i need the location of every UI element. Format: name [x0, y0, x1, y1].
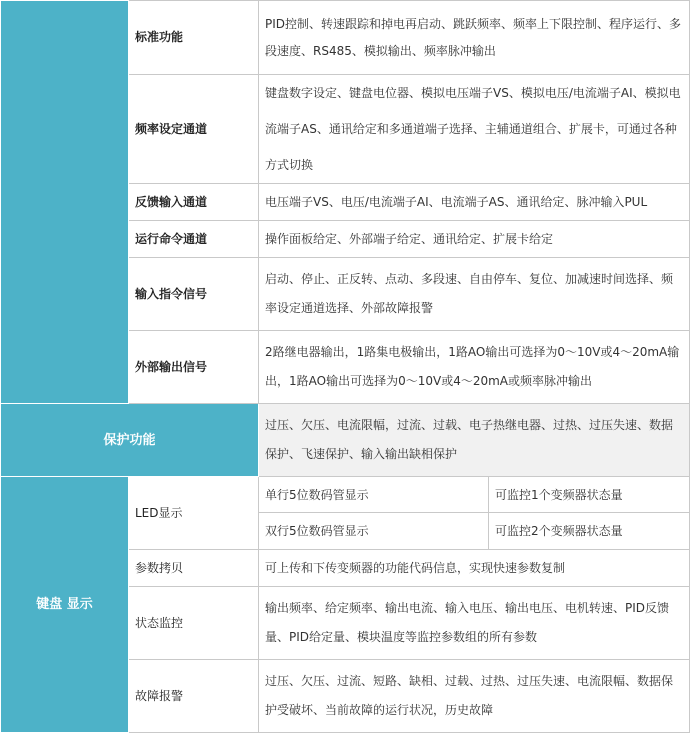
row-label-input-cmd: 输入指令信号 [129, 258, 259, 331]
row-value-ext-output: 2路继电器输出，1路集电极输出，1路AO输出可选择为0～10V或4～20mA输出，1路AO输出可选择为0～10V或4～20mA或频率脉冲输出 [259, 331, 690, 404]
table-row [1, 477, 690, 513]
row-value-status: 输出频率、给定频率、输出电流、输入电压、输出电压、电机转速、PID反馈量、PID给定量、模块温度等监控参数组的所有参数 [259, 587, 690, 660]
row-value-freq-channel: 键盘数字设定、键盘电位器、模拟电压端子VS、模拟电压/电流端子AI、模拟电流端子AS、通讯给定和多通道端子选择、主辅通道组合、扩展卡，可通过各种方式切换 [259, 75, 690, 184]
row-label-fault: 故障报警 [129, 660, 259, 733]
led-single-desc: 可监控1个变频器状态量 [489, 477, 690, 513]
category-cell-blank [1, 1, 129, 404]
row-label-status: 状态监控 [129, 587, 259, 660]
row-value-protection: 过压、欠压、电流限幅，过流、过载、电子热继电器、过热、过压失速、数据保护、飞速保护、输入输出缺相保护 [259, 404, 690, 477]
row-value-param-copy: 可上传和下传变频器的功能代码信息，实现快速参数复制 [259, 550, 690, 587]
led-double-name: 双行5位数码管显示 [259, 513, 489, 550]
row-value-feedback: 电压端子VS、电压/电流端子AI、电流端子AS、通讯给定、脉冲输入PUL [259, 184, 690, 221]
table-row [1, 1, 690, 75]
category-keyboard: 键盘 显示 [1, 477, 129, 733]
led-single-name: 单行5位数码管显示 [259, 477, 489, 513]
row-label-ext-output: 外部输出信号 [129, 331, 259, 404]
row-label-freq-channel: 频率设定通道 [129, 75, 259, 184]
row-label-run-cmd: 运行命令通道 [129, 221, 259, 258]
row-label-feedback: 反馈输入通道 [129, 184, 259, 221]
row-label-led: LED显示 [129, 477, 259, 550]
row-value-input-cmd: 启动、停止、正反转、点动、多段速、自由停车、复位、加减速时间选择、频率设定通道选择、外部故障报警 [259, 258, 690, 331]
table-row [1, 404, 690, 477]
row-label-param-copy: 参数拷贝 [129, 550, 259, 587]
row-value-fault: 过压、欠压、过流、短路、缺相、过载、过热、过压失速、电流限幅、数据保护受破坏、当前故障的运行状况，历史故障 [259, 660, 690, 733]
led-double-desc: 可监控2个变频器状态量 [489, 513, 690, 550]
row-value-standard: PID控制、转速跟踪和掉电再启动、跳跃频率、频率上下限控制、程序运行、多段速度、RS485、模拟输出、频率脉冲输出 [259, 1, 690, 75]
category-protection: 保护功能 [1, 404, 259, 477]
row-label-standard: 标准功能 [129, 1, 259, 75]
row-value-run-cmd: 操作面板给定、外部端子给定、通讯给定、扩展卡给定 [259, 221, 690, 258]
